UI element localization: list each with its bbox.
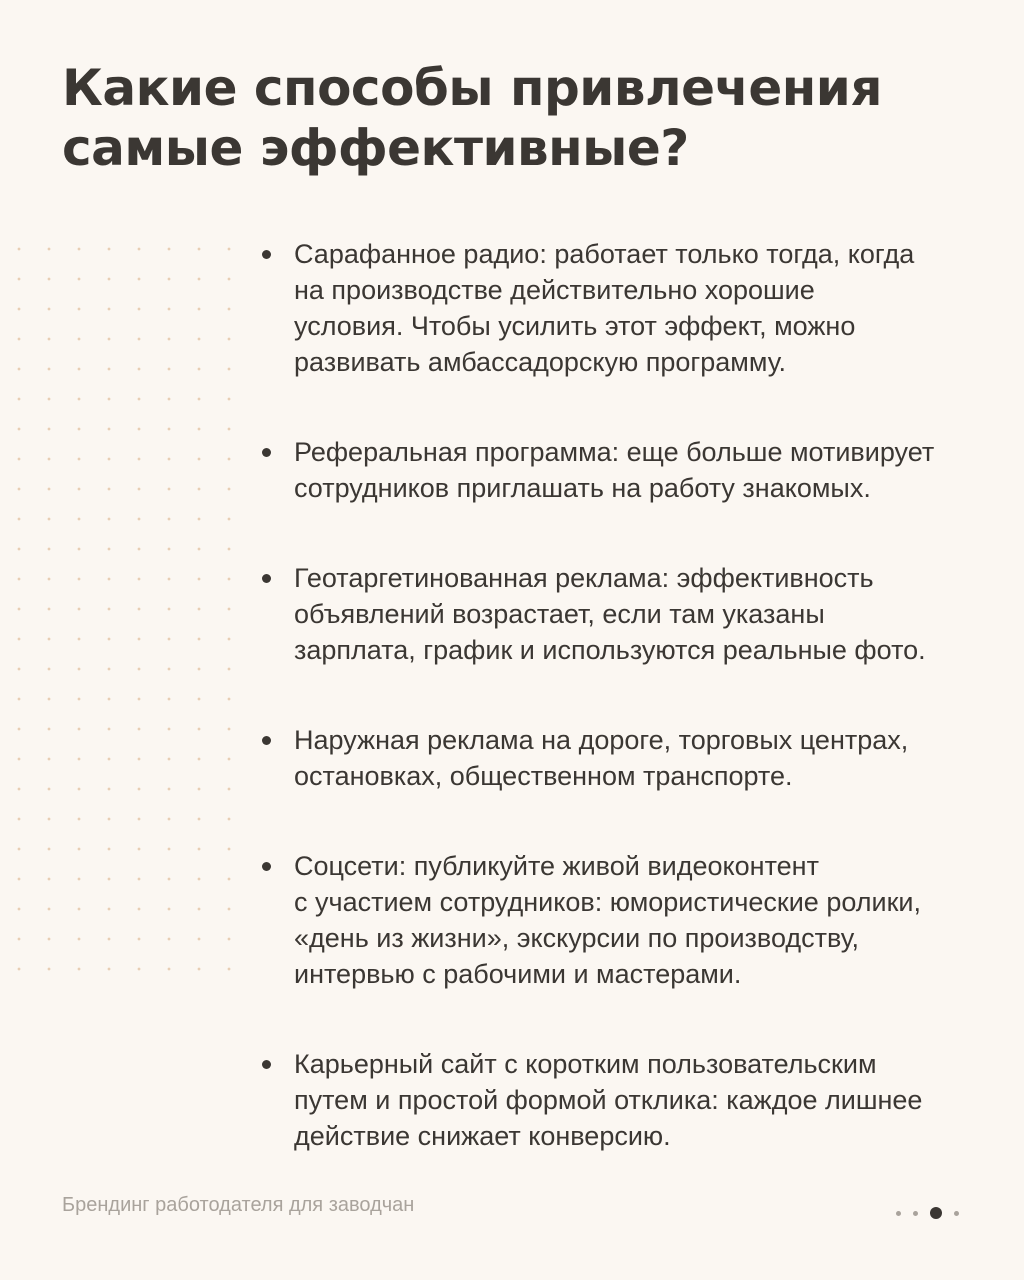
text-line: путем и простой формой отклика: каждое лишнее <box>294 1085 923 1115</box>
list-item-text <box>294 560 980 668</box>
text-line: на производстве действительно хорошие <box>294 275 815 305</box>
text-line: Карьерный сайт с коротким пользовательским <box>294 1049 877 1079</box>
list-item <box>260 434 980 506</box>
footer-caption: Брендинг работодателя для заводчан <box>62 1194 415 1216</box>
list-item-text <box>294 1046 980 1154</box>
carousel-pager <box>896 1206 959 1220</box>
text-line: с участием сотрудников: юмористические ролики, <box>294 887 921 917</box>
text-line: развивать амбассадорскую программу. <box>294 347 786 377</box>
text-line: Соцсети: публикуйте живой видеоконтент <box>294 851 819 881</box>
text-line: «день из жизни», экскурсии по производству, <box>294 923 860 953</box>
decorative-dot-grid <box>0 228 244 988</box>
text-line: действие снижает конверсию. <box>294 1121 671 1151</box>
text-line: сотрудников приглашать на работу знакомых. <box>294 473 871 503</box>
page-title-line-2: самые эффективные? <box>62 119 689 177</box>
list-item <box>260 722 980 794</box>
text-line: Сарафанное радио: работает только тогда, когда <box>294 239 915 269</box>
bullet-icon <box>262 448 271 457</box>
bullet-icon <box>262 250 271 259</box>
page-title <box>62 58 962 178</box>
list-item <box>260 560 980 668</box>
pager-dot[interactable] <box>913 1211 918 1216</box>
list-item-text <box>294 848 980 992</box>
bullet-icon <box>262 574 271 583</box>
list-item-text <box>294 434 980 506</box>
bullet-icon <box>262 736 271 745</box>
list-item-text <box>294 722 980 794</box>
methods-list <box>260 236 980 1208</box>
list-item-text <box>294 236 980 380</box>
text-line: Реферальная программа: еще больше мотивирует <box>294 437 935 467</box>
page-title-line-1: Какие способы привлечения <box>62 59 882 117</box>
text-line: интервью с рабочими и мастерами. <box>294 959 742 989</box>
bullet-icon <box>262 1060 271 1069</box>
text-line: объявлений возрастает, если там указаны <box>294 599 825 629</box>
text-line: условия. Чтобы усилить этот эффект, можно <box>294 311 856 341</box>
text-line: остановках, общественном транспорте. <box>294 761 793 791</box>
list-item <box>260 848 980 992</box>
text-line: Наружная реклама на дороге, торговых центрах, <box>294 725 909 755</box>
list-item <box>260 1046 980 1154</box>
text-line: Геотаргетинованная реклама: эффективность <box>294 563 874 593</box>
pager-dot[interactable] <box>896 1211 901 1216</box>
pager-dot[interactable] <box>930 1207 942 1219</box>
pager-dot[interactable] <box>954 1211 959 1216</box>
bullet-icon <box>262 862 271 871</box>
list-item <box>260 236 980 380</box>
text-line: зарплата, график и используются реальные фото. <box>294 635 926 665</box>
